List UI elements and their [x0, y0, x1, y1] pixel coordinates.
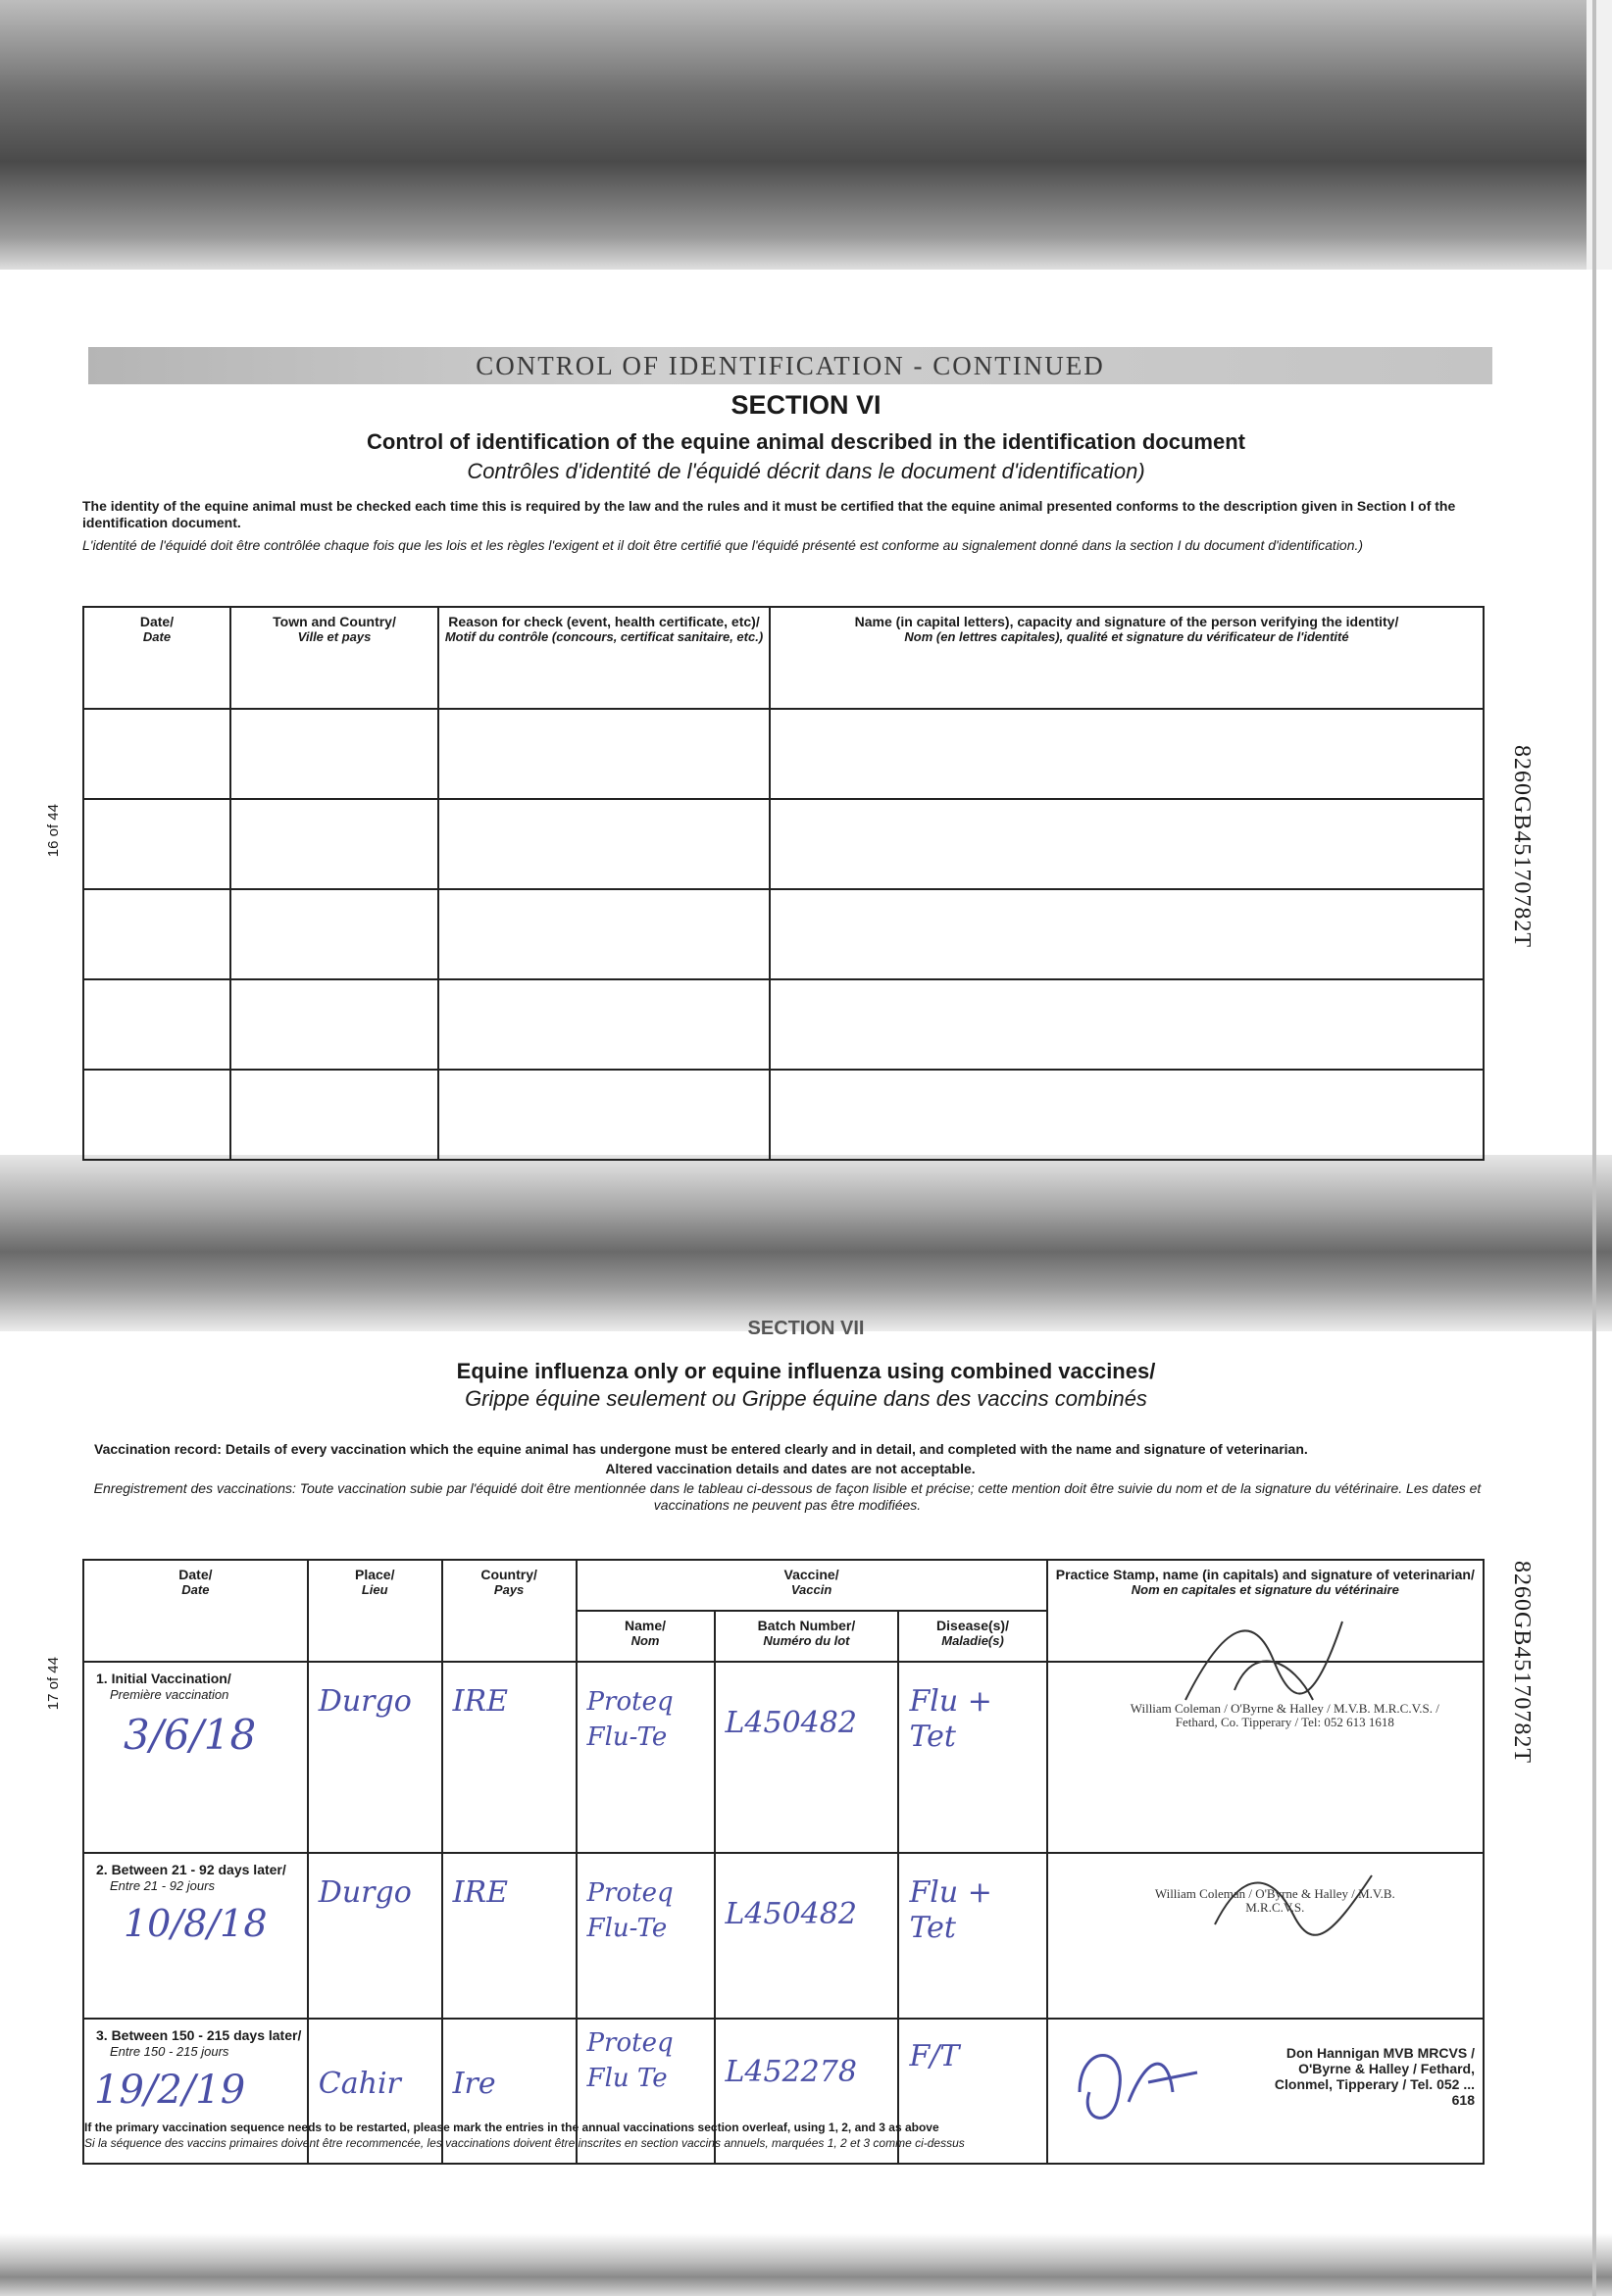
vacc-disease-cell: [898, 1662, 1046, 1853]
page-edge: [1592, 0, 1596, 2296]
handwritten-vaccine: Proteq Flu-Te: [586, 1878, 674, 1943]
handwritten-disease: Flu + Tet: [909, 1875, 992, 1945]
vaccination-row-1: [83, 1662, 1484, 1853]
table-row: [83, 979, 1484, 1070]
handwritten-country: IRE: [452, 1875, 509, 1910]
handwritten-batch: L450482: [725, 1897, 857, 1931]
table-header-row: [83, 607, 1484, 709]
vet-stamp: William Coleman / O'Byrne & Halley / M.V.B. M.R.C.V.S. / Fethard, Co. Tipperary / Tel: 052 613 1618: [1130, 1701, 1439, 1729]
col-date: Date/ Date: [83, 607, 230, 709]
col-reason: Reason for check (event, health certificate, etc)/ Motif du contrôle (concours, certificat sanitaire, etc.): [438, 607, 770, 709]
handwritten-vaccine: Proteq Flu-Te: [586, 1687, 674, 1752]
signature-scribble-icon: [1205, 1846, 1382, 1944]
vacc-country-cell: [442, 1662, 577, 1853]
table-row: [83, 799, 1484, 889]
vacc-stamp-cell: [1047, 1853, 1484, 2019]
col-town: Town and Country/ Ville et pays: [230, 607, 438, 709]
vaccination-note-fr: Enregistrement des vaccinations: Toute vaccination subie par l'équidé doit être mentionnée dans le tableau ci-dessous de façon lisible et précise; cette mention doit être suivie du nom et de la signature du vétérinaire. Les dates et vaccinations ne peuvent pas être modifiées.: [93, 1480, 1482, 1513]
col-vacc-place: Place/ Lieu: [308, 1560, 442, 1662]
banner-title: CONTROL OF IDENTIFICATION - CONTINUED: [476, 351, 1105, 380]
handwritten-country: Ire: [452, 2067, 496, 2101]
vaccination-table: [82, 1559, 1485, 2165]
table-row: [83, 1070, 1484, 1160]
handwritten-date: 19/2/19: [94, 2068, 246, 2113]
vaccination-row-2: [83, 1853, 1484, 2019]
page-number-16: 16 of 44: [45, 804, 62, 858]
page-number-17: 17 of 44: [45, 1657, 62, 1711]
vacc-batch-cell: [715, 1662, 899, 1853]
col-vacc-stamp: Practice Stamp, name (in capitals) and signature of veterinarian/ Nom en capitales et signature du vétérinaire: [1047, 1560, 1484, 1662]
section7-subtitle-fr: Grippe équine seulement ou Grippe équine dans des vaccins combinés: [465, 1386, 1147, 1411]
col-disease: Disease(s)/ Maladie(s): [898, 1611, 1046, 1662]
handwritten-country: IRE: [452, 1684, 509, 1719]
vacc-disease-cell: [898, 1853, 1046, 2019]
vaccination-note-en: [94, 1441, 1486, 1458]
vacc-date-cell: 2. Between 21 - 92 days later/ Entre 21 - 92 jours 10/8/18: [83, 1853, 308, 2019]
vaccination-note-text: Details of every vaccination which the equine animal has undergone must be entered clearly and in detail, and completed with the name and signature of veterinarian.: [225, 1441, 1308, 1457]
vacc-name-cell: [577, 1853, 715, 2019]
handwritten-date: 10/8/18: [124, 1902, 268, 1945]
vaccination-note-label: Vaccination record:: [94, 1441, 222, 1457]
col-batch-number: Batch Number/ Numéro du lot: [715, 1611, 899, 1662]
footnote-en: If the primary vaccination sequence needs to be restarted, please mark the entries in the annual vaccinations section overleaf, using 1, 2, and 3 as above: [84, 2121, 939, 2134]
handwritten-place: Durgo: [318, 1875, 412, 1910]
col-vaccine-name: Name/ Nom: [577, 1611, 715, 1662]
vacc-date-cell: 3. Between 150 - 215 days later/ Entre 150 - 215 jours 19/2/19: [83, 2019, 308, 2164]
footnote-fr: Si la séquence des vaccins primaires doivent être recommencée, les vaccinations doivent être inscrites en section vaccins annuels, marquées 1, 2 et 3 comme ci-dessus: [84, 2136, 965, 2150]
vacc-batch-cell: [715, 1853, 899, 2019]
handwritten-disease: Flu + Tet: [909, 1684, 992, 1754]
vacc-country-cell: [442, 1853, 577, 2019]
handwritten-date: 3/6/18: [124, 1711, 257, 1759]
vet-stamp: Don Hannigan MVB MRCVS / O'Byrne & Halley / Fethard, Clonmel, Tipperary / Tel. 052 ... 618: [1274, 2045, 1475, 2108]
scan-fold-middle: [0, 1155, 1612, 1331]
handwritten-place: Cahir: [318, 2067, 401, 2101]
section6-note-fr: L'identité de l'équidé doit être contrôlée chaque fois que les lois et les règles l'exigent et il doit être certifié que l'équidé présenté est conforme au signalement donné dans la section I du document d'identification.): [82, 537, 1364, 553]
col-vacc-country: Country/ Pays: [442, 1560, 577, 1662]
table-row: [83, 709, 1484, 799]
vacc-name-cell: [577, 1662, 715, 1853]
section6-subtitle-fr: Contrôles d'identité de l'équidé décrit dans le document d'identification): [467, 459, 1145, 483]
doc-id-upper: 8260GB45170782T: [1509, 745, 1535, 948]
vacc-place-cell: [308, 1662, 442, 1853]
handwritten-batch: L450482: [725, 1706, 857, 1740]
col-verifier: Name (in capital letters), capacity and signature of the person verifying the identity/ Nom (en lettres capitales), qualité et signature du vérificateur de l'identité: [770, 607, 1484, 709]
handwritten-batch: L452278: [725, 2055, 857, 2089]
vacc-date-cell: 1. Initial Vaccination/ Première vaccination 3/6/18: [83, 1662, 308, 1853]
vacc-stamp-cell: [1047, 1662, 1484, 1853]
col-vaccine-group: Vaccine/ Vaccin: [577, 1560, 1047, 1611]
section6-banner: [88, 347, 1492, 384]
handwritten-place: Durgo: [318, 1684, 412, 1719]
identity-check-table: [82, 606, 1485, 1161]
section7-subtitle-en: Equine influenza only or equine influenza using combined vaccines/: [456, 1359, 1156, 1383]
signature-scribble-icon: [1166, 1602, 1362, 1720]
section6-subtitle-en: Control of identification of the equine animal described in the identification document: [367, 429, 1245, 454]
vaccination-note-en2: Altered vaccination details and dates are not acceptable.: [605, 1461, 976, 1476]
section7-title: SECTION VII: [747, 1318, 865, 1339]
vet-stamp: William Coleman / O'Byrne & Halley / M.V.B. M.R.C.V.S.: [1154, 1886, 1395, 1915]
scan-shadow-bottom: [0, 2233, 1612, 2296]
vacc-place-cell: [308, 1853, 442, 2019]
col-vacc-date: Date/ Date: [83, 1560, 308, 1662]
handwritten-disease: F/T: [909, 2039, 960, 2073]
section6-note-en: The identity of the equine animal must be checked each time this is required by the law and the rules and it must be certified that the equine animal presented conforms to the description given in Section I of the identification document.: [82, 498, 1456, 530]
section6-title: SECTION VI: [730, 390, 882, 420]
handwritten-vaccine: Proteq Flu Te: [586, 2028, 674, 2093]
scan-shadow-top: [0, 0, 1612, 270]
doc-id-lower: 8260GB45170782T: [1509, 1561, 1535, 1764]
table-row: [83, 889, 1484, 979]
